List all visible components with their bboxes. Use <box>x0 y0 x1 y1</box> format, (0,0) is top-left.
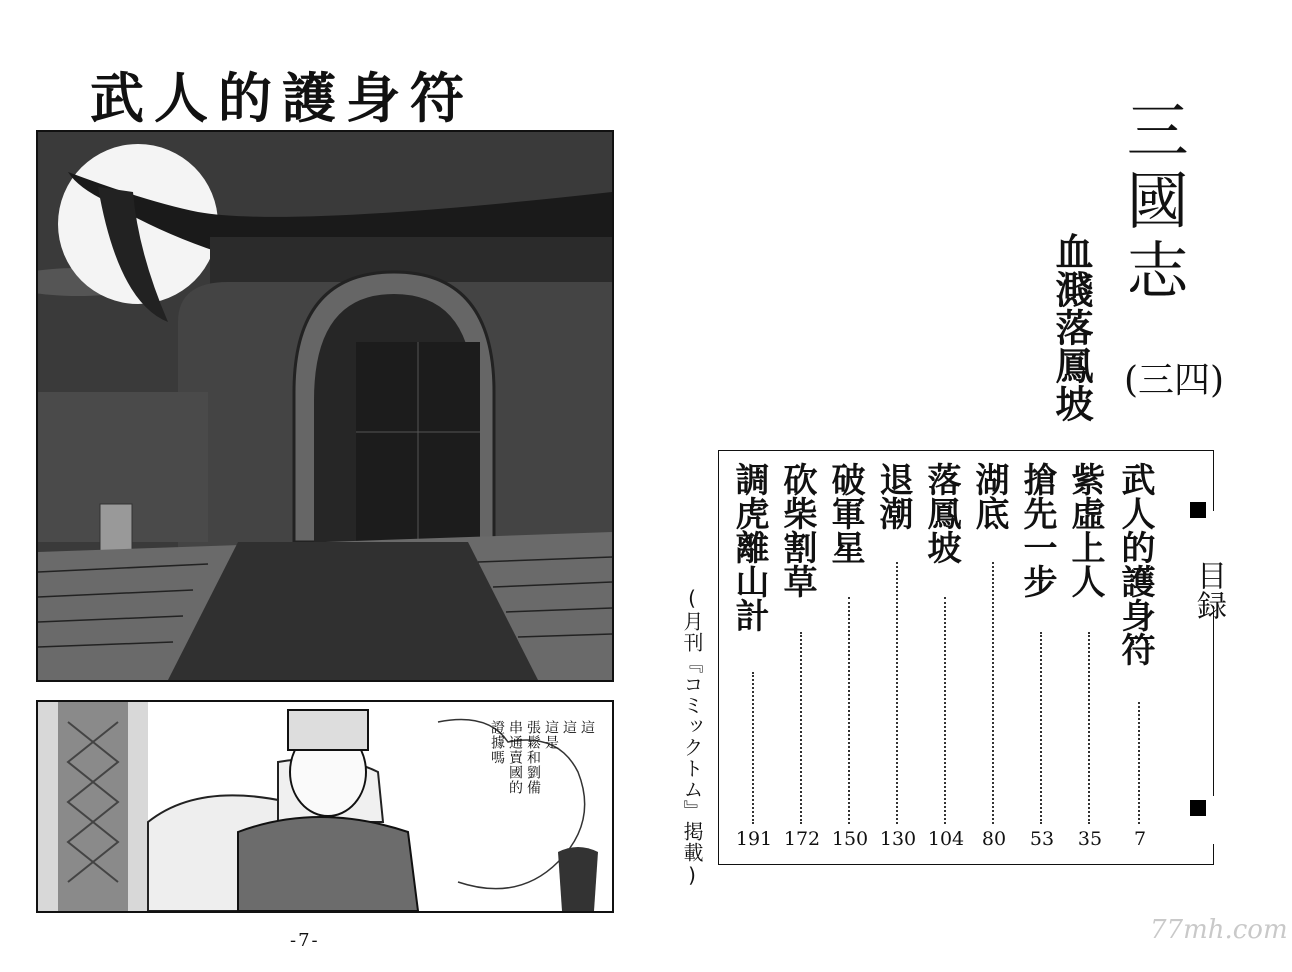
speech-line: 這是 <box>543 720 559 750</box>
series-title: 三國志 <box>1116 98 1190 308</box>
toc-leader-dots <box>752 672 754 824</box>
toc-entry-title: 落鳳坡 <box>921 462 961 564</box>
speech-line: 這 <box>579 720 595 735</box>
toc-entry[interactable] <box>825 462 872 862</box>
toc-entry[interactable] <box>1115 462 1162 862</box>
speech-line: 這 <box>561 720 577 735</box>
toc-entry-page: 104 <box>927 828 965 850</box>
speech-line: 張鬆和劉備 <box>525 720 541 795</box>
toc-entry-title: 搶先一步 <box>1017 462 1057 598</box>
toc-entry-page: 191 <box>735 828 773 850</box>
toc-leader-dots <box>848 597 850 824</box>
toc-entry-page: 172 <box>783 828 821 850</box>
speech-line: 證據嗎 <box>489 720 505 765</box>
toc-entry-page: 130 <box>879 828 917 850</box>
watermark: 77mh.com <box>1150 915 1288 945</box>
panel-palace-gate-night <box>36 130 614 682</box>
toc-entry-title: 破軍星 <box>825 462 865 564</box>
toc-border-segment <box>1213 844 1215 864</box>
toc-entry-title: 紫虛上人 <box>1065 462 1105 598</box>
toc-entry-page: 35 <box>1077 828 1103 850</box>
toc-entry-title: 武人的護身符 <box>1115 462 1155 666</box>
toc-marker-square <box>1190 502 1206 518</box>
toc-entry[interactable] <box>873 462 920 862</box>
panel-official-reading-letter <box>36 700 614 913</box>
toc-leader-dots <box>1088 632 1090 824</box>
toc-leader-dots <box>1138 702 1140 824</box>
palace-gate-illustration <box>38 132 612 680</box>
toc-entry[interactable] <box>969 462 1016 862</box>
toc-marker-square <box>1190 800 1206 816</box>
official-hat <box>288 710 368 750</box>
toc-heading: 目録 <box>1191 560 1226 620</box>
toc-entry[interactable] <box>921 462 968 862</box>
page-number: -7- <box>290 930 320 951</box>
toc-leader-dots <box>944 597 946 824</box>
toc-entry[interactable] <box>777 462 824 862</box>
toc-leader-dots <box>896 562 898 824</box>
toc-entry[interactable] <box>729 462 776 862</box>
chapter-title: 武人的護身符 <box>90 67 474 130</box>
toc-leader-dots <box>992 562 994 824</box>
toc-entry[interactable] <box>1065 462 1112 862</box>
serialization-note: (月刊『コミックトム』掲載) <box>680 586 704 888</box>
toc-entry-title: 湖底 <box>969 462 1009 530</box>
toc-entry-page: 150 <box>831 828 869 850</box>
toc-leader-dots <box>1040 632 1042 824</box>
toc-entry-title: 砍柴割草 <box>777 462 817 598</box>
speech-bubble-text <box>488 720 596 870</box>
volume-subtitle: 血濺落鳳坡 <box>1049 232 1093 422</box>
volume-mark: (三四) <box>1124 360 1225 401</box>
speech-line: 串通賣國的 <box>507 720 523 795</box>
toc-entry-page: 53 <box>1029 828 1055 850</box>
toc-entry-page: 80 <box>981 828 1007 850</box>
toc-border-segment <box>1213 606 1215 796</box>
toc-entry-title: 調虎離山計 <box>729 462 769 632</box>
toc-border-segment <box>1213 451 1215 511</box>
toc-entry-page: 7 <box>1133 828 1147 850</box>
toc-entry-title: 退潮 <box>873 462 913 530</box>
toc-entry[interactable] <box>1017 462 1064 862</box>
toc-leader-dots <box>800 632 802 824</box>
